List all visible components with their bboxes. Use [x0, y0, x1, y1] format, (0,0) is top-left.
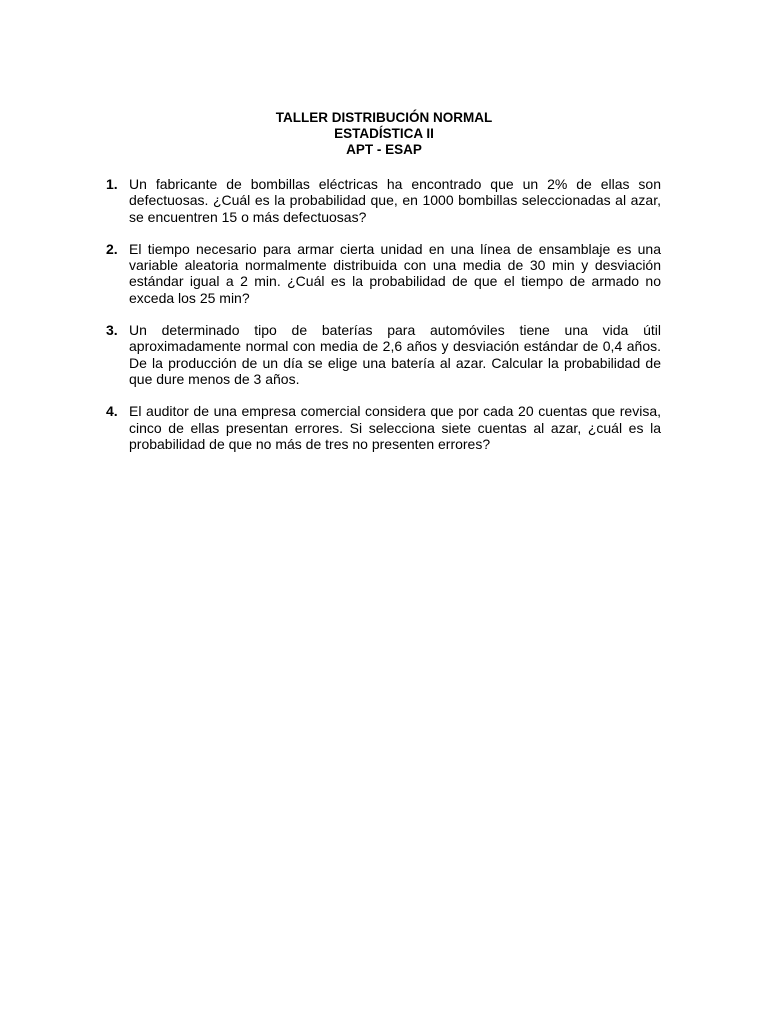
- document-subject: ESTADÍSTICA II: [334, 126, 434, 141]
- question-text: Un determinado tipo de baterías para automóviles tiene una vida útil aproximadamente normal con media de 2,6 años y desviación estándar de 0,4 años. De la producción de un día se elige una batería al azar. Calcular la probabilidad de que dure menos de 3 años.: [129, 322, 661, 387]
- document-program: APT - ESAP: [346, 142, 422, 157]
- question-text: Un fabricante de bombillas eléctricas ha encontrado que un 2% de ellas son defectuosas. ¿Cuál es la probabilidad que, en 1000 bombillas seleccionadas al azar, se encuentren 15 o más defectuosas?: [129, 176, 661, 225]
- question-list: [106, 176, 661, 468]
- document-header: [0, 110, 768, 158]
- question-item-4: [106, 403, 661, 452]
- document-title: TALLER DISTRIBUCIÓN NORMAL: [275, 110, 493, 125]
- question-item-1: [106, 176, 661, 225]
- question-text: El auditor de una empresa comercial considera que por cada 20 cuentas que revisa, cinco de ellas presentan errores. Si selecciona siete cuentas al azar, ¿cuál es la probabilidad de que no más de tres no presenten errores?: [129, 403, 661, 452]
- question-number: 3.: [106, 322, 118, 339]
- question-item-3: [106, 322, 661, 387]
- question-number: 2.: [106, 240, 118, 257]
- question-number: 4.: [106, 403, 118, 420]
- question-number: 1.: [106, 176, 118, 192]
- question-item-2: [106, 241, 661, 306]
- question-text: El tiempo necesario para armar cierta unidad en una línea de ensamblaje es una variable aleatoria normalmente distribuida con una media de 30 min y desviación estándar igual a 2 min. ¿Cuál es la probabilidad de que el tiempo de armado no exceda los 25 min?: [129, 240, 661, 306]
